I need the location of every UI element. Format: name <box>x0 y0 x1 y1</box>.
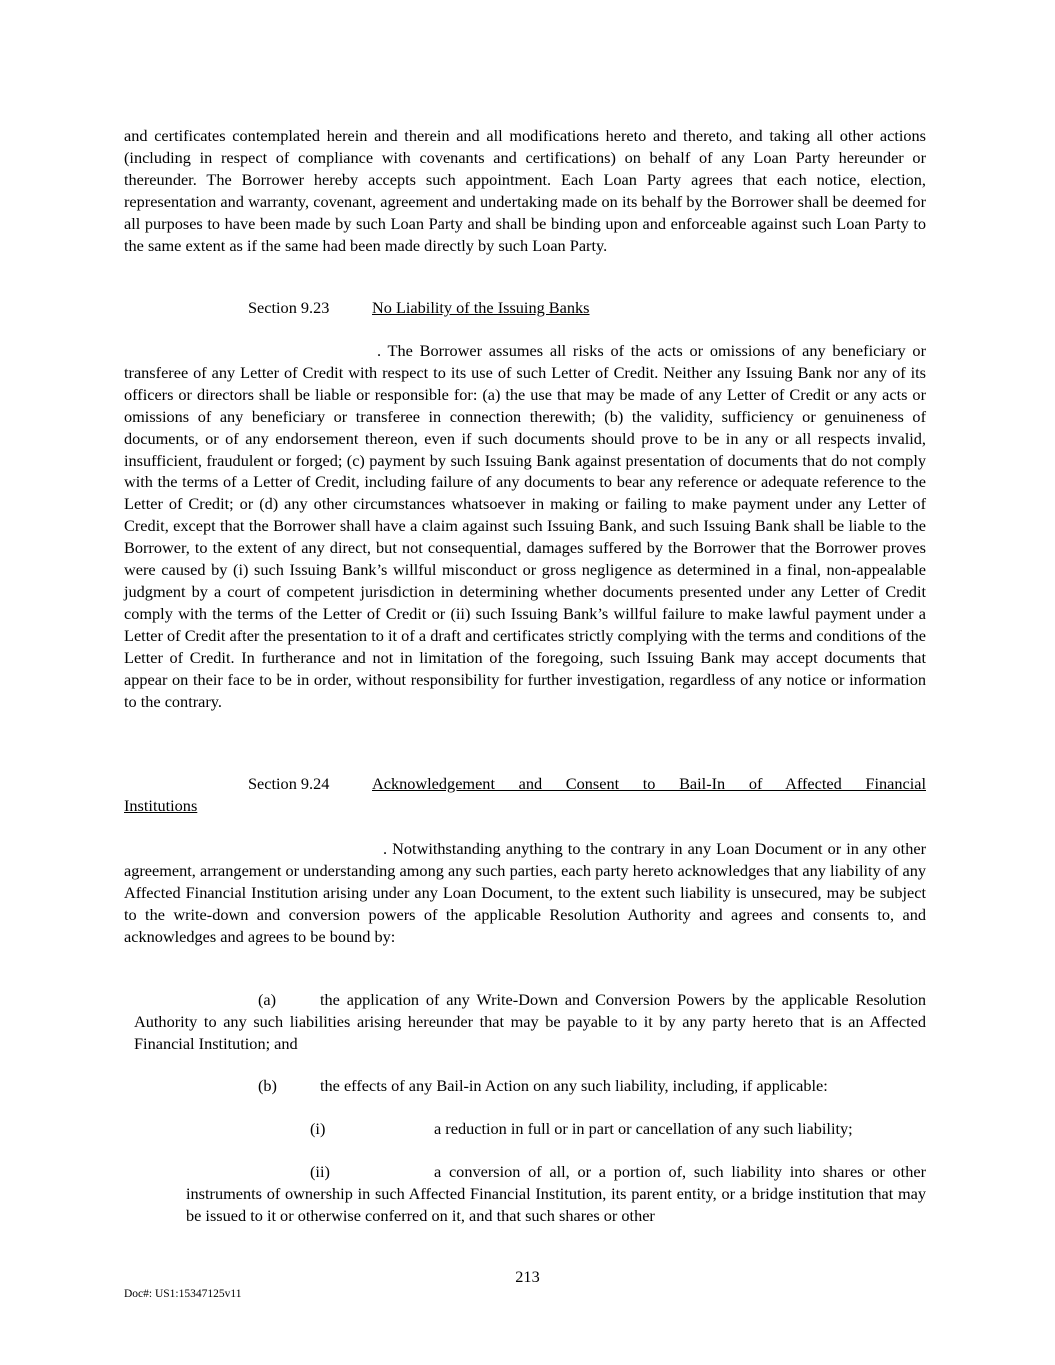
item-text: a conversion of all, or a portion of, such liability into shares or other instruments of ownership in such Affected Financial Institution, its parent entity, or a bridge institution that may be issued to it or otherwise conferred on it, and that such shares or other <box>186 1162 926 1225</box>
section-number: Section 9.23 <box>248 298 330 317</box>
item-label: (a) <box>258 990 277 1009</box>
list-item-ii <box>186 1161 926 1227</box>
section-title-line1: Acknowledgement and Consent to Bail-In of Affected Financial <box>372 774 926 793</box>
list-item-i <box>310 1118 930 1140</box>
continuation-paragraph: and certificates contemplated herein and therein and all modifications hereto and thereto, and taking all other actions (including in respect of compliance with covenants and certifications) on behalf of any Loan Party hereunder or thereunder. The Borrower hereby accepts such appointment. Each Loan Party agrees that each notice, election, representation and warranty, covenant, agreement and undertaking made on its behalf by the Borrower shall be deemed for all purposes to have been made by such Loan Party and shall be binding upon and enforceable against such Loan Party to the same extent as if the same had been made directly by such Loan Party. <box>124 126 926 255</box>
item-label: (b) <box>258 1076 277 1095</box>
page-number: 213 <box>515 1267 540 1286</box>
item-label: (i) <box>310 1119 326 1138</box>
section-9-24-heading <box>124 773 926 817</box>
item-label: (ii) <box>310 1162 330 1181</box>
item-text: a reduction in full or in part or cancellation of any such liability; <box>434 1119 853 1138</box>
section-title: No Liability of the Issuing Banks <box>372 298 590 317</box>
section-title-line2: Institutions <box>124 795 198 815</box>
section-9-23-heading <box>248 297 590 319</box>
section-9-23-body <box>124 340 926 712</box>
section-body-text: . Notwithstanding anything to the contrary in any Loan Document or in any other agreement, arrangement or understanding among any such parties, each party hereto acknowledges that any liability of any Affected Financial Institution arising under any Loan Document, to the extent such liability is unsecured, may be subject to the write-down and conversion powers of the applicable Resolution Authority and agrees and consents to, and acknowledges and agrees to be bound by: <box>124 839 926 946</box>
section-number: Section 9.24 <box>248 774 330 793</box>
item-text: the application of any Write-Down and Conversion Powers by the applicable Resolution Authority to any such liabilities arising hereunder that may be payable to it by any party hereto that is an Affected Financial Institution; and <box>134 990 926 1053</box>
document-id: Doc#: US1:15347125v11 <box>124 1288 242 1300</box>
list-item-a <box>134 989 926 1055</box>
section-9-24-body <box>124 838 926 948</box>
section-body-text: . The Borrower assumes all risks of the acts or omissions of any beneficiary or transferee of any Letter of Credit with respect to its use of such Letter of Credit. Neither any Issuing Bank nor any of its officers or directors shall be liable or responsible for: (a) the use that may be made of any Letter of Credit or any acts or omissions of any beneficiary or transferee in connection therewith; (b) the validity, sufficiency or genuineness of documents, or of any endorsement thereon, even if such documents should prove to be in any or all respects invalid, insufficient, fraudulent or forged; (c) payment by such Issuing Bank against presentation of documents that do not comply with the terms of a Letter of Credit, including failure of any documents to bear any reference or adequate reference to the Letter of Credit; or (d) any other circumstances whatsoever in making or failing to make payment under any Letter of Credit, except that the Borrower shall have a claim against such Issuing Bank, and such Issuing Bank shall be liable to the Borrower, to the extent of any direct, but not consequential, damages suffered by the Borrower that the Borrower proves were caused by (i) such Issuing Bank’s willful misconduct or gross negligence as determined in a final, non-appealable judgment by a court of competent jurisdiction in determining whether documents presented under any Letter of Credit comply with the terms of the Letter of Credit or (ii) such Issuing Bank’s willful failure to make lawful payment under a Letter of Credit after the presentation to it of a draft and certificates strictly complying with the terms and conditions of the Letter of Credit. In furtherance and not in limitation of the foregoing, such Issuing Bank may accept documents that appear on their face to be in order, without responsibility for further investigation, regardless of any notice or information to the contrary. <box>124 341 926 711</box>
list-item-b <box>258 1075 928 1097</box>
item-text: the effects of any Bail-in Action on any such liability, including, if applicable: <box>320 1076 828 1095</box>
